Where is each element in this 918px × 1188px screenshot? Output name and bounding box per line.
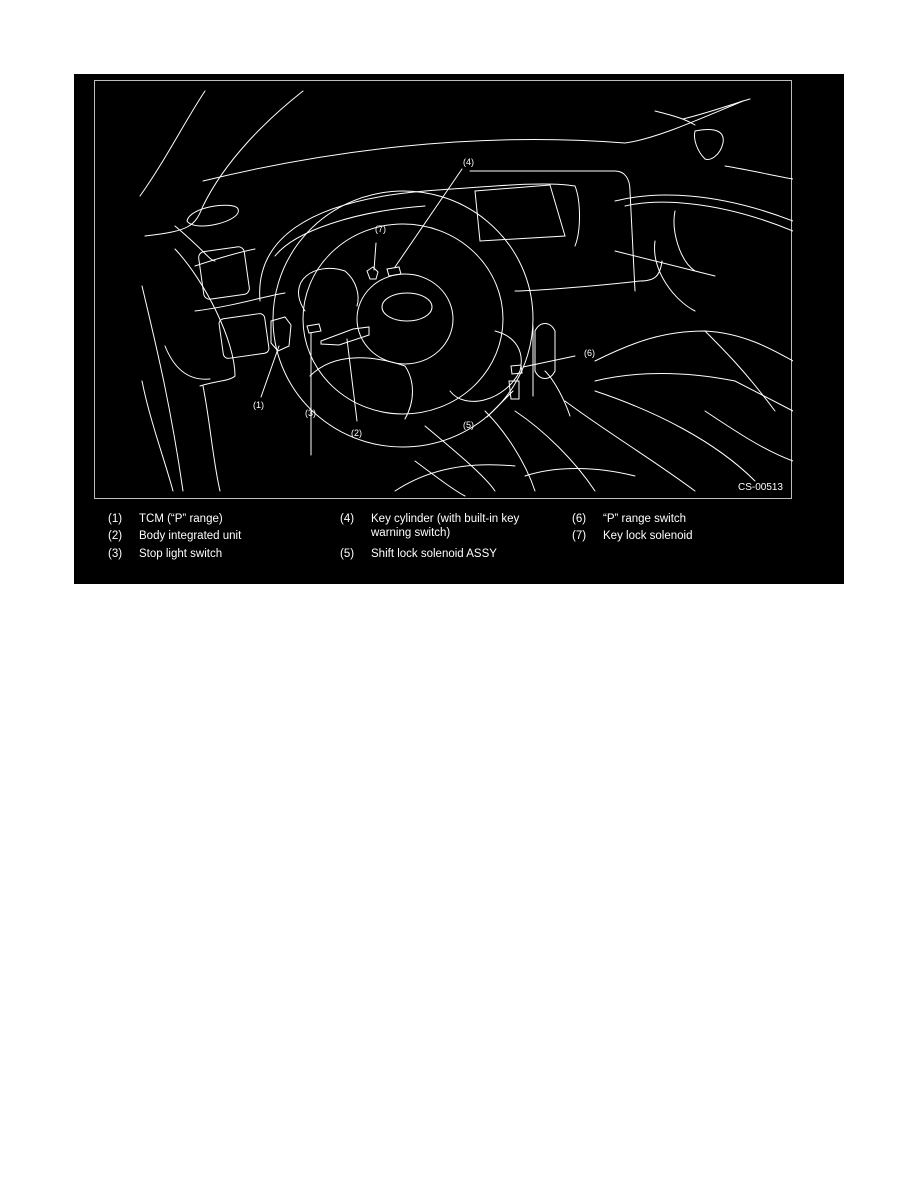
legend-text: “P” range switch: [603, 513, 687, 525]
legend-text: Shift lock solenoid ASSY: [371, 548, 497, 560]
legend-text: Key lock solenoid: [603, 530, 693, 542]
legend-num: (4): [340, 513, 355, 525]
legend-num: (2): [108, 530, 123, 542]
figure-code: CS-00513: [737, 482, 783, 493]
callout-5: (5): [463, 420, 474, 430]
legend-text: Key cylinder (with built-in key: [371, 513, 520, 525]
callout-6: (6): [584, 348, 595, 358]
dashboard-line-drawing: [95, 81, 793, 500]
legend: [74, 513, 844, 573]
legend-num: (7): [572, 530, 587, 542]
callout-3: (3): [305, 408, 316, 418]
legend-text: TCM (“P” range): [139, 513, 223, 525]
legend-num: (1): [108, 513, 123, 525]
legend-num: (3): [108, 548, 123, 560]
legend-text: Stop light switch: [139, 548, 223, 560]
legend-text-continued: warning switch): [371, 527, 451, 539]
callout-2: (2): [351, 428, 362, 438]
callout-1: (1): [253, 400, 264, 410]
callout-7: (7): [375, 224, 386, 234]
illustration-frame: [94, 80, 792, 499]
legend-num: (5): [340, 548, 355, 560]
legend-text: Body integrated unit: [139, 530, 242, 542]
callout-4: (4): [463, 157, 474, 167]
legend-num: (6): [572, 513, 587, 525]
figure-panel: [74, 74, 844, 584]
